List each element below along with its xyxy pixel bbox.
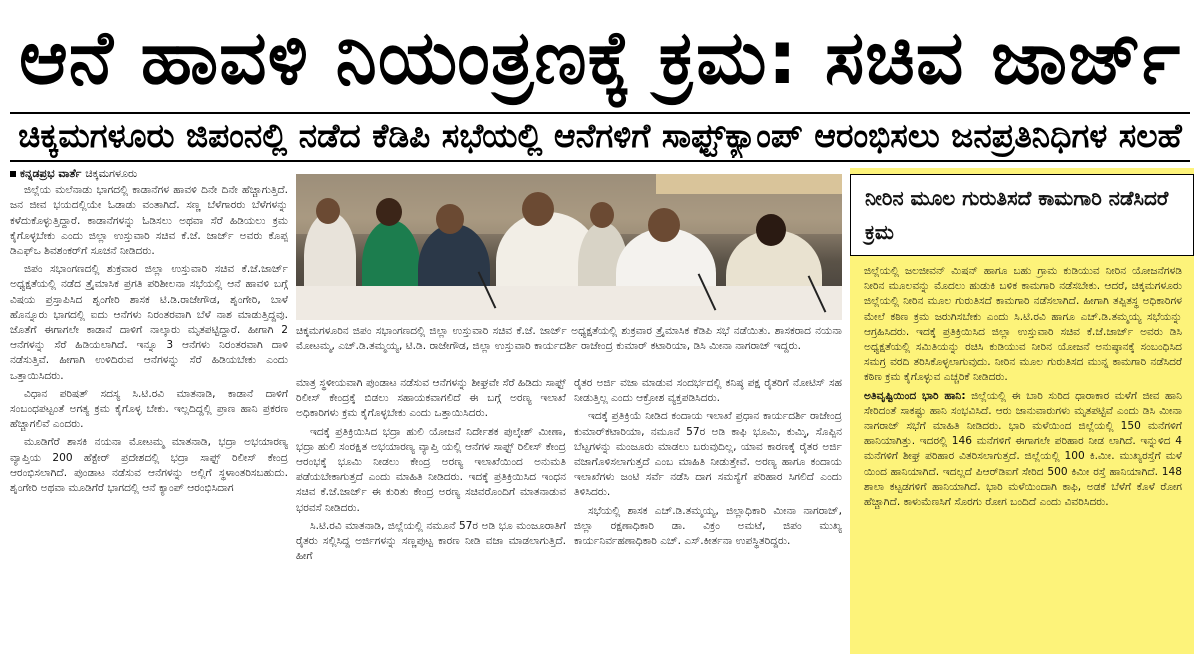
sidebar-box — [850, 168, 1194, 654]
paragraph: ವಿಧಾನ ಪರಿಷತ್ ಸದಸ್ಯ ಸಿ.ಟಿ.ರವಿ ಮಾತನಾಡಿ, ಕಾಡಾನೆ ದಾಳಿಗೆ ಸಂಬಂಧಪಟ್ಟಂತೆ ಅಗತ್ಯ ಕ್ರಮ ಕೈಗೊಳ್ಳ ಬೇಕು. ಇಲ್ಲದಿದ್ದಲ್ಲಿ ಪ್ರಾಣ ಹಾನಿ ಪ್ರಕರಣ ಹೆಚ್ಚಾಗಲಿವೆ ಎಂದರು. — [10, 387, 288, 431]
byline — [10, 166, 288, 181]
bullet-icon — [10, 171, 16, 177]
photo-head — [648, 208, 680, 242]
paragraph: ಸಿ.ಟಿ.ರವಿ ಮಾತನಾಡಿ, ಜಿಲ್ಲೆಯಲ್ಲಿ ನಮೂನೆ 57ರ ಅಡಿ ಭೂ ಮಂಜೂರಾತಿಗೆ ರೈತರು ಸಲ್ಲಿಸಿದ್ದ ಅರ್ಜಿಗಳನ್ನು ಸಣ್ಣಪುಟ್ಟ ಕಾರಣ ನೀಡಿ ವಜಾ ಮಾಡಲಾಗುತ್ತಿದೆ. ಹೀಗೆ — [296, 519, 566, 563]
sidebar-subheading: ಅತಿವೃಷ್ಟಿಯಿಂದ ಭಾರಿ ಹಾನಿ: — [864, 389, 966, 402]
article-column-1 — [10, 166, 288, 656]
paragraph: ಸಭೆಯಲ್ಲಿ ಶಾಸಕ ಎಚ್.ಡಿ.ತಮ್ಮಯ್ಯ, ಜಿಲ್ಲಾಧಿಕಾರಿ ಮೀನಾ ನಾಗರಾಜ್, ಜಿಲ್ಲಾ ರಕ್ಷಣಾಧಿಕಾರಿ ಡಾ. ವಿಕ್ರಂ ಅಮಟೆ, ಜಿಪಂ ಮುಖ್ಯ ಕಾರ್ಯನಿರ್ವಹಣಾಧಿಕಾರಿ ಎಚ್. ಎಸ್.ಕೀರ್ತನಾ ಉಪಸ್ಥಿತರಿದ್ದರು. — [574, 504, 842, 548]
paragraph: ಜಿಪಂ ಸಭಾಂಗಣದಲ್ಲಿ ಶುಕ್ರವಾರ ಜಿಲ್ಲಾ ಉಸ್ತುವಾರಿ ಸಚಿವ ಕೆ.ಜೆ.ಜಾರ್ಜ್ ಅಧ್ಯಕ್ಷತೆಯಲ್ಲಿ ನಡೆದ ತ್ರೈಮಾಸಿಕ ಪ್ರಗತಿ ಪರಿಶೀಲನಾ ಸಭೆಯಲ್ಲಿ ಆನೆ ಹಾವಳಿ ಬಗ್ಗೆ ವಿಷಯ ಪ್ರಸ್ತಾಪಿಸಿದ ಶೃಂಗೇರಿ ಶಾಸಕ ಟಿ.ಡಿ.ರಾಜೇಗೌಡ, ಶೃಂಗೇರಿ, ಬಾಳೆ ಹೊನ್ನೂರು ಭಾಗದಲ್ಲಿ ಐದು ಆನೆಗಳು ನಿರಂತರವಾಗಿ ಬೆಳೆ ನಾಶ ಮಾಡುತ್ತಿದ್ದವು. ಜೊತೆಗೆ ಈಗಾಗಲೇ ಕಾಡಾನೆ ದಾಳಿಗೆ ನಾಲ್ಕಾರು ಮೃತಪಟ್ಟಿದ್ದಾರೆ. ಹೀಗಾಗಿ 2 ಆನೆಗಳನ್ನು ಸೆರೆ ಹಿಡಿಯಲಾಗಿದೆ. ಇನ್ನೂ 3 ಆನೆಗಳು ನಿರಂತರವಾಗಿ ದಾಳಿ ನಡೆಸುತ್ತಿವೆ. ಹೀಗಾಗಿ ಉಳಿದಿರುವ ಆನೆಗಳನ್ನು ಸೆರೆ ಹಿಡಿಯಬೇಕು ಎಂದು ಒತ್ತಾಯಿಸಿದರು. — [10, 263, 288, 382]
subhead-rule — [10, 160, 1190, 162]
photo-head — [756, 214, 786, 246]
meeting-photo — [296, 174, 842, 320]
paragraph: ಜಿಲ್ಲೆಯ ಮಲೆನಾಡು ಭಾಗದಲ್ಲಿ ಕಾಡಾನೆಗಳ ಹಾವಳಿ ದಿನೇ ದಿನೇ ಹೆಚ್ಚಾಗುತ್ತಿದೆ. ಜನ ಜೀವ ಭಯದಲ್ಲಿಯೇ ಓಡಾಡು ವಂತಾಗಿದೆ. ಸಣ್ಣ ಬೆಳೆಗಾರರು ಬೆಳೆಗಳನ್ನು ಕಳೆದುಕೊಳ್ಳುತ್ತಿದ್ದಾರೆ. ಕಾಡಾನೆಗಳನ್ನು ಓಡಿಸಲು ಅಥವಾ ಸೆರೆ ಹಿಡಿಯಲು ಕ್ರಮ ಕೈಗೊಳ್ಳಬೇಕು ಎಂದು ಜಿಲ್ಲಾ ಉಸ್ತುವಾರಿ ಸಚಿವ ಕೆ.ಜೆ. ಜಾರ್ಜ್ ಅವರು ಕೊಪ್ಪ ಡಿಎಫ್‌ಒ ಶಿವಶಂಕರ್‌ಗೆ ಸೂಚನೆ ನೀಡಿದರು. — [10, 184, 288, 258]
photo-head — [436, 204, 464, 234]
paragraph: ರೈತರ ಅರ್ಜಿ ವಜಾ ಮಾಡುವ ಸಂದರ್ಭದಲ್ಲಿ ಕನಿಷ್ಠ ಪಕ್ಷ ರೈತರಿಗೆ ನೋಟಿಸ್ ಸಹ ನೀಡುತ್ತಿಲ್ಲ ಎಂದು ಆಕ್ರೋಶ ವ್ಯಕ್ತಪಡಿಸಿದರು. — [574, 377, 842, 405]
photo-head — [316, 198, 340, 224]
paragraph: ಮೂಡಿಗೆರೆ ಶಾಸಕಿ ನಯನಾ ಮೋಟಮ್ಮ ಮಾತನಾಡಿ, ಭದ್ರಾ ಅಭಯಾರಣ್ಯ ವ್ಯಾಪ್ತಿಯ 200 ಹೆಕ್ಟೇರ್ ಪ್ರದೇಶದಲ್ಲಿ ಭದ್ರಾ ಸಾಫ್ಟ್ ರಿಲೀಸ್ ಕೇಂದ್ರ ಆರಂಭಿಸಲಾಗಿದೆ. ಪುಂಡಾಟ ನಡೆಸುವ ಆನೆಗಳನ್ನು ಅಲ್ಲಿಗೆ ಸ್ಥಳಾಂತರಿಸಬಹುದು. ಶೃಂಗೇರಿ ಅಥವಾ ಮೂಡಿಗೆರೆ ಭಾಗದಲ್ಲಿ ಆನೆ ಕ್ಯಾಂಪ್ ಆರಂಭಿಸಿದಾಗ — [10, 436, 288, 495]
byline-source: ಕನ್ನಡಪ್ರಭ ವಾರ್ತೆ — [20, 167, 82, 180]
photo-head — [590, 202, 614, 228]
sidebar-body — [864, 264, 1182, 650]
photo-head — [376, 198, 402, 226]
photo-caption: ಚಿಕ್ಕಮಗಳೂರಿನ ಜಿಪಂ ಸಭಾಂಗಣದಲ್ಲಿ ಜಿಲ್ಲಾ ಉಸ್ತುವಾರಿ ಸಚಿವ ಕೆ.ಜೆ. ಜಾರ್ಜ್ ಅಧ್ಯಕ್ಷತೆಯಲ್ಲಿ ಶುಕ್ರವಾರ ತ್ರೈಮಾಸಿಕ ಕೆಡಿಪಿ ಸಭೆ ನಡೆಯಿತು. ಶಾಸಕರಾದ ನಯನಾ ಮೋಟಮ್ಮ, ಎಚ್.ಡಿ.ತಮ್ಮಯ್ಯ, ಟಿ.ಡಿ. ರಾಜೇಗೌಡ, ಜಿಲ್ಲಾ ಉಸ್ತುವಾರಿ ಕಾರ್ಯದರ್ಶಿ ರಾಜೇಂದ್ರ ಕುಮಾರ್ ಕಟಾರಿಯಾ, ಡಿಸಿ ಮೀನಾ ನಾಗರಾಜ್ ಇದ್ದರು. — [296, 325, 842, 352]
paragraph: ಮಾತ್ರ ಸ್ಥಳೀಯವಾಗಿ ಪುಂಡಾಟ ನಡೆಸುವ ಆನೆಗಳನ್ನು ಶೀಘ್ರವೇ ಸೆರೆ ಹಿಡಿದು ಸಾಫ್ಟ್ ರಿಲೀಸ್ ಕೇಂದ್ರಕ್ಕೆ ಬಿಡಲು ಸಹಾಯಕವಾಗಲಿದೆ ಈ ಬಗ್ಗೆ ಅರಣ್ಯ ಇಲಾಖೆ ಅಧಿಕಾರಿಗಳು ಕ್ರಮ ಕೈಗೊಳ್ಳಬೇಕು ಎಂದು ಒತ್ತಾಯಿಸಿದರು. — [296, 377, 566, 420]
sidebar-title: ನೀರಿನ ಮೂಲ ಗುರುತಿಸದೆ ಕಾಮಗಾರಿ ನಡೆಸಿದರೆ ಕ್ರಮ — [850, 174, 1194, 256]
paragraph: ಇದಕ್ಕೆ ಪ್ರತಿಕ್ರಿಯಿಸಿದ ಭದ್ರಾ ಹುಲಿ ಯೋಜನೆ ನಿರ್ದೇಶಕ ಪುಲ್ಕೇಶ್ ಮೀಣಾ, ಭದ್ರಾ ಹುಲಿ ಸಂರಕ್ಷಿತ ಅಭಯಾರಣ್ಯ ವ್ಯಾಪ್ತಿ ಯಲ್ಲಿ ಆನೆಗಳ ಸಾಫ್ಟ್ ರಿಲೀಸ್ ಕೇಂದ್ರ ಆರಂಭಕ್ಕೆ ಭೂಮಿ ನೀಡಲು ಕೇಂದ್ರ ಅರಣ್ಯ ಇಲಾಖೆಯಿಂದ ಅನುಮತಿ ಪಡೆಯಬೇಕಾಗುತ್ತದೆ ಎಂದು ಮಾಹಿತಿ ನೀಡಿದರು. ಇದಕ್ಕೆ ಪ್ರತಿಕ್ರಿಯಿಸಿದ ಇಂಧನ ಸಚಿವ ಕೆ.ಜೆ.ಜಾರ್ಜ್ ಈ ಕುರಿತು ಕೇಂದ್ರ ಅರಣ್ಯ ಸಚಿವರೊಂದಿಗೆ ಮಾತನಾಡುವ ಭರವಸೆ ನೀಡಿದರು. — [296, 425, 566, 514]
article-column-2 — [296, 376, 566, 656]
subheadline: ಚಿಕ್ಕಮಗಳೂರು ಜಿಪಂನಲ್ಲಿ ನಡೆದ ಕೆಡಿಪಿ ಸಭೆಯಲ್ಲಿ ಆನೆಗಳಿಗೆ ಸಾಫ್ಟ್‌ಕ್ಯಾಂಪ್ ಆರಂಭಿಸಲು ಜನಪ್ರತಿನಿಧಿಗಳ ಸಲಹೆ — [18, 116, 1182, 155]
sidebar-paragraph: ಜಿಲ್ಲೆಯಲ್ಲಿ ಜಲಜೀವನ್ ಮಿಷನ್ ಹಾಗೂ ಬಹು ಗ್ರಾಮ ಕುಡಿಯುವ ನೀರಿನ ಯೋಜನೆಗಳಡಿ ನೀರಿನ ಮೂಲವನ್ನು ಮೊದಲು ಹುಡುಕಿ ಬಳಿಕ ಕಾಮಗಾರಿ ನಡೆಸಬೇಕು. ಆದರೆ, ಚಿಕ್ಕಮಗಳೂರು ಜಿಲ್ಲೆಯಲ್ಲಿ ನೀರಿನ ಮೂಲ ಗುರುತಿಸದೆ ಕಾಮಗಾರಿ ನಡೆಸಲಾಗಿದೆ. ಹೀಗಾಗಿ ತಪ್ಪಿತಸ್ಥ ಅಧಿಕಾರಿಗಳ ಮೇಲೆ ಕಠಿಣ ಕ್ರಮ ಜರುಗಿಸಬೇಕು ಎಂದು ಸಿ.ಟಿ.ರವಿ ಹಾಗೂ ಎಚ್.ಡಿ.ತಮ್ಮಯ್ಯ ಸಭೆಯನ್ನು ಆಗ್ರಹಿಸಿದರು. ಇದಕ್ಕೆ ಪ್ರತಿಕ್ರಿಯಿಸಿದ ಜಿಲ್ಲಾ ಉಸ್ತುವಾರಿ ಸಚಿವ ಕೆ.ಜೆ.ಜಾರ್ಜ್ ಅವರು ಡಿಸಿ ಅಧ್ಯಕ್ಷತೆಯಲ್ಲಿ ಸಮಿತಿಯನ್ನು ರಚಿಸಿ ಕುಡಿಯುವ ನೀರಿನ ಯೋಜನೆ ಅನುಷ್ಠಾನಕ್ಕೆ ಸಂಬಂಧಿಸಿದ ಸಮಗ್ರ ವರದಿ ತರಿಸಿಕೊಳ್ಳಲಾಗುವುದು. ನೀರಿನ ಮೂಲ ಗುರುತಿಸದ ಮುನ್ನ ಕಾಮಗಾರಿ ನಡೆಸಿದರೆ ಕಠಿಣ ಕ್ರಮ ಕೈಗೊಳ್ಳುವ ಎಚ್ಚರಿಕೆ ನೀಡಿದರು. — [864, 265, 1182, 384]
photo-banner — [656, 174, 842, 194]
photo-head — [522, 192, 554, 226]
sidebar-paragraph: ಜಿಲ್ಲೆಯಲ್ಲಿ ಈ ಬಾರಿ ಸುರಿದ ಧಾರಾಕಾರ ಮಳೆಗೆ ಜೀವ ಹಾನಿ ಸೇರಿದಂತೆ ಸಾಕಷ್ಟು ಹಾನಿ ಸಂಭವಿಸಿದೆ. ಆರು ಜಾನುವಾರುಗಳು ಮೃತಪಟ್ಟಿವೆ ಎಂದು ಡಿಸಿ ಮೀನಾ ನಾಗರಾಜ್ ಸಭೆಗೆ ಮಾಹಿತಿ ನೀಡಿದರು. ಭಾರಿ ಮಳೆಯಿಂದ ಜಿಲ್ಲೆಯಲ್ಲಿ 150 ಮನೆಗಳಿಗೆ ಹಾನಿಯಾಗಿತ್ತು. ಇದರಲ್ಲಿ 146 ಮನೆಗಳಿಗೆ ಈಗಾಗಲೇ ಪರಿಹಾರ ನೀಡ ಲಾಗಿದೆ. ಇನ್ನುಳಿದ 4 ಮನೆಗಳಿಗೆ ಶೀಘ್ರ ಪರಿಹಾರ ವಿತರಿಸಲಾಗುತ್ತದೆ. ಜಿಲ್ಲೆಯಲ್ಲಿ 100 ಕಿ.ಮೀ. ಮುಖ್ಯರಸ್ತೆಗೆ ಮಳೆ ಯಿಂದ ಹಾನಿಯಾಗಿದೆ. ಇದಲ್ಲದೆ ಪಿಆರ್‌ಡಿಐಗೆ ಸೇರಿದ 500 ಕಿಮೀ ರಸ್ತೆ ಹಾನಿಯಾಗಿದೆ. 148 ಶಾಲಾ ಕಟ್ಟಡಗಳಿಗೆ ಹಾನಿಯಾಗಿದೆ. ಭಾರಿ ಮಳೆಯಿಂದಾಗಿ ಕಾಫಿ, ಅಡಕೆ ಬೆಳೆಗೆ ಕೊಳೆ ರೋಗ ಹೆಚ್ಚಾಗಿದೆ. ಕಾಳುಮೆಣಸಿಗೆ ಸೊರಗು ರೋಗ ಬಂದಿದೆ ಎಂದು ವಿವರಿಸಿದರು. — [864, 389, 1182, 509]
photo-table — [296, 286, 842, 320]
headline: ಆನೆ ಹಾವಳಿ ನಿಯಂತ್ರಣಕ್ಕೆ ಕ್ರಮ: ಸಚಿವ ಜಾರ್ಜ್ — [18, 15, 1182, 101]
paragraph: ಇದಕ್ಕೆ ಪ್ರತಿಕ್ರಿಯೆ ನೀಡಿದ ಕಂದಾಯ ಇಲಾಖೆ ಪ್ರಧಾನ ಕಾರ್ಯದರ್ಶಿ ರಾಜೇಂದ್ರ ಕುಮಾರ್‌ಕಟಾರಿಯಾ, ನಮೂನೆ 57ರ ಅಡಿ ಕಾಫಿ ಭೂಮಿ, ಕುಮ್ಕಿ, ಸೊಪ್ಪಿನ ಬೆಟ್ಟಗಳನ್ನು ಮಂಜೂರು ಮಾಡಲು ಬರುವುದಿಲ್ಲ, ಯಾವ ಕಾರಣಕ್ಕೆ ರೈತರ ಅರ್ಜಿ ವಜಾಗೊಳಿಸಲಾಗುತ್ತದೆ ಎಂಬ ಮಾಹಿತಿ ನೀಡುತ್ತೇವೆ. ಅರಣ್ಯ ಹಾಗೂ ಕಂದಾಯ ಇಲಾಖೆಗಳು ಜಂಟಿ ಸರ್ವೆ ನಡೆಸಿ ದಾಗ ಸಮಸ್ಯೆಗೆ ಪರಿಹಾರ ಸಿಗಲಿದೆ ಎಂದು ತಿಳಿಸಿದರು. — [574, 410, 842, 499]
article-column-3 — [574, 376, 842, 656]
byline-place: ಚಿಕ್ಕಮಗಳೂರು — [85, 167, 138, 180]
